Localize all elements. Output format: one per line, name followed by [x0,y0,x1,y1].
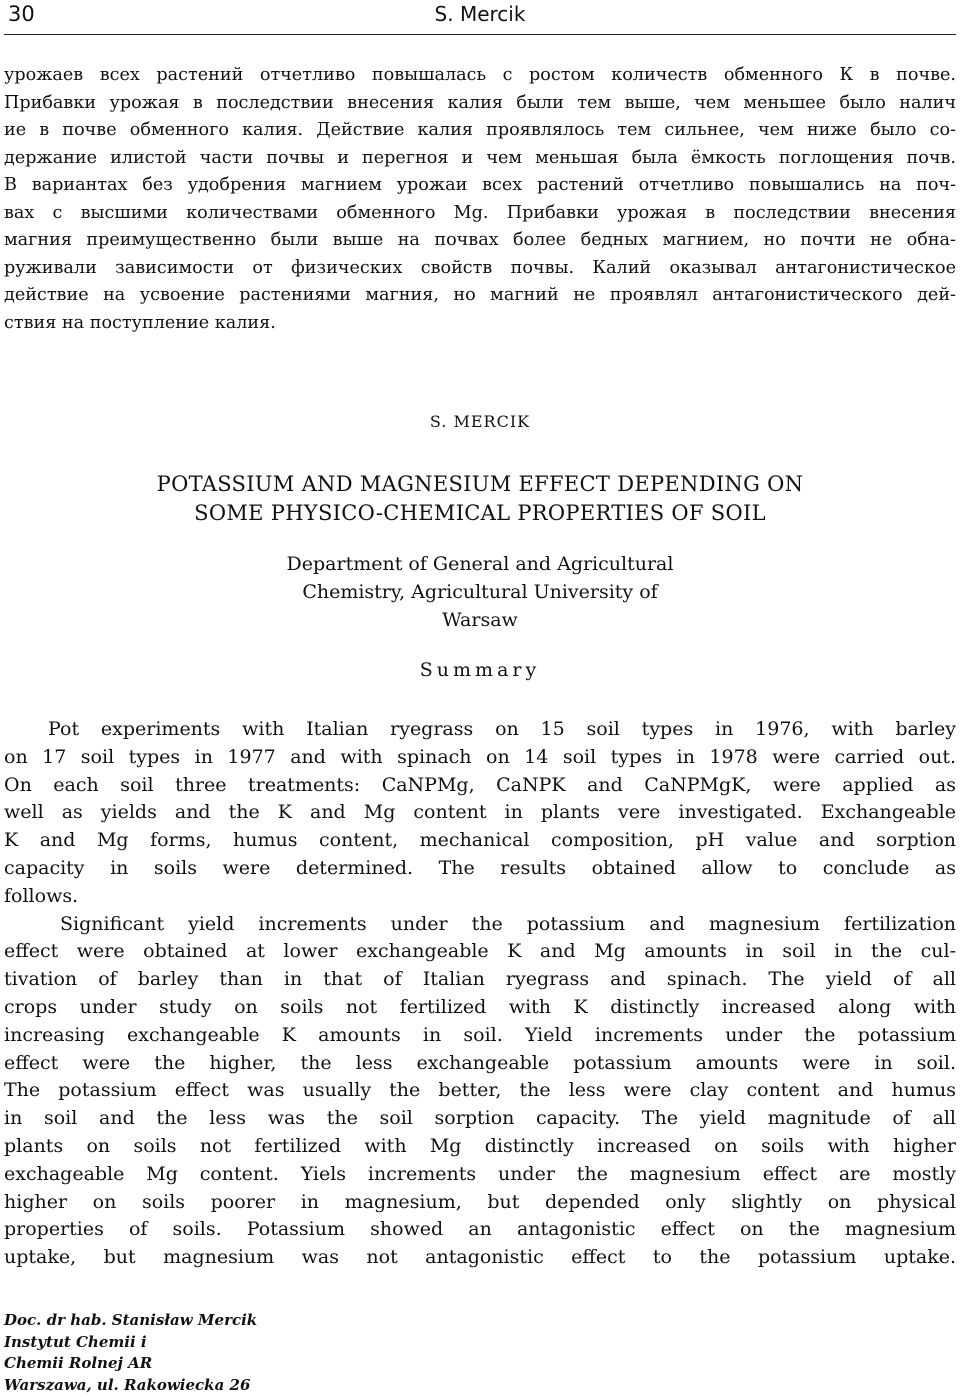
english-summary-text [4,716,956,1272]
text-line: on 17 soil types in 1977 and with spinach on 14 soil types in 1978 were carried out. [4,745,956,768]
page-header [4,0,956,35]
address-line: Warszawa, ul. Rakowiecka 26 [4,1375,251,1394]
text-line: uptake, but magnesium was not antagonistic effect to the potassium uptake. [4,1246,956,1269]
text-line: in soil and the less was the soil sorption capacity. The yield magnitude of all [4,1107,956,1130]
text-line: Pot experiments with Italian ryegrass on 15 soil types in 1976, with barley [48,718,956,740]
text-line: follows. [4,884,79,907]
affiliation [0,550,960,634]
text-line: well as yields and the K and Mg content in plants vere investigated. Exchangeable [4,801,956,824]
text-line: Прибавки урожая в последствии внесения калия были тем выше, чем меньшее было налич [4,92,956,113]
text-line: урожаев всех растений отчетливо повышалась с ростом количеств обменного К в почве. [4,65,956,85]
text-line: plants on soils not fertilized with Mg distinctly increased on soils with higher [4,1134,956,1157]
text-line: effect were the higher, the less exchangeable potassium amounts were in soil. [4,1051,956,1074]
text-line: действие на усвоение растениями магния, но магний не проявлял антагонистического дей- [4,285,956,305]
summary-title [0,470,960,528]
affiliation-line: Warsaw [442,609,518,631]
text-line: В вариантах без удобрения магнием урожаи всех растений отчетливо повышались на поч- [4,175,956,195]
address-line: Instytut Chemii i [4,1332,147,1351]
text-line: exchageable Mg content. Yiels increments under the magnesium effect are mostly [4,1162,956,1185]
text-line: Significant yield increments under the potassium and magnesium fertilization [60,912,956,935]
address-line: Doc. dr hab. Stanisław Mercik [4,1311,258,1329]
text-line: ствия на поступление калия. [4,312,276,333]
author-address [4,1310,257,1396]
russian-summary-text [4,62,956,337]
text-line: higher on soils poorer in magnesium, but depended only slightly on physical [4,1190,956,1213]
affiliation-line: Department of General and Agricultural [286,553,674,575]
page-number: 30 [8,2,35,26]
text-line: increasing exchangeable K amounts in soil. Yield increments under the potassium [4,1023,956,1046]
running-head: S. Mercik [434,2,526,26]
text-line: crops under study on soils not fertilized with K distinctly increased along with [4,995,956,1018]
text-line: вах с высшими количествами обменного Mg. Прибавки урожая в последствии внесения [4,202,956,223]
text-line: ие в почве обменного калия. Действие калия проявлялось тем сильнее, чем ниже было со- [4,120,956,140]
title-line: POTASSIUM AND MAGNESIUM EFFECT DEPENDING ON [156,472,804,496]
address-line: Chemii Rolnej AR [4,1354,153,1372]
affiliation-line: Chemistry, Agricultural University of [302,581,658,603]
text-line: capacity in soils were determined. The results obtained allow to conclude as [4,856,956,879]
text-line: tivation of barley than in that of Italian ryegrass and spinach. The yield of all [4,968,956,991]
text-line: properties of soils. Potassium showed an antagonistic effect on the magnesium [4,1218,956,1241]
summary-heading: Summary [419,659,541,681]
text-line: On each soil three treatments: CaNPMg, CaNPK and CaNPMgK, were applied as [4,773,956,796]
summary-author: S. MERCIK [429,412,531,431]
text-line: K and Mg forms, humus content, mechanical composition, pH value and sorption [4,829,956,852]
text-line: effect were obtained at lower exchangeable K and Mg amounts in soil in the cul- [4,940,956,963]
text-line: магния преимущественно были выше на почвах более бедных магнием, но почти не обна- [4,230,956,250]
title-line: SOME PHYSICO-CHEMICAL PROPERTIES OF SOIL [194,501,766,525]
text-line: The potassium effect was usually the better, the less were clay content and humus [4,1079,956,1102]
text-line: руживали зависимости от физических свойств почвы. Калий оказывал антагонистическое [4,257,956,278]
text-line: держание илистой части почвы и перегноя и чем меньшая была ёмкость поглощения почв. [4,147,956,168]
